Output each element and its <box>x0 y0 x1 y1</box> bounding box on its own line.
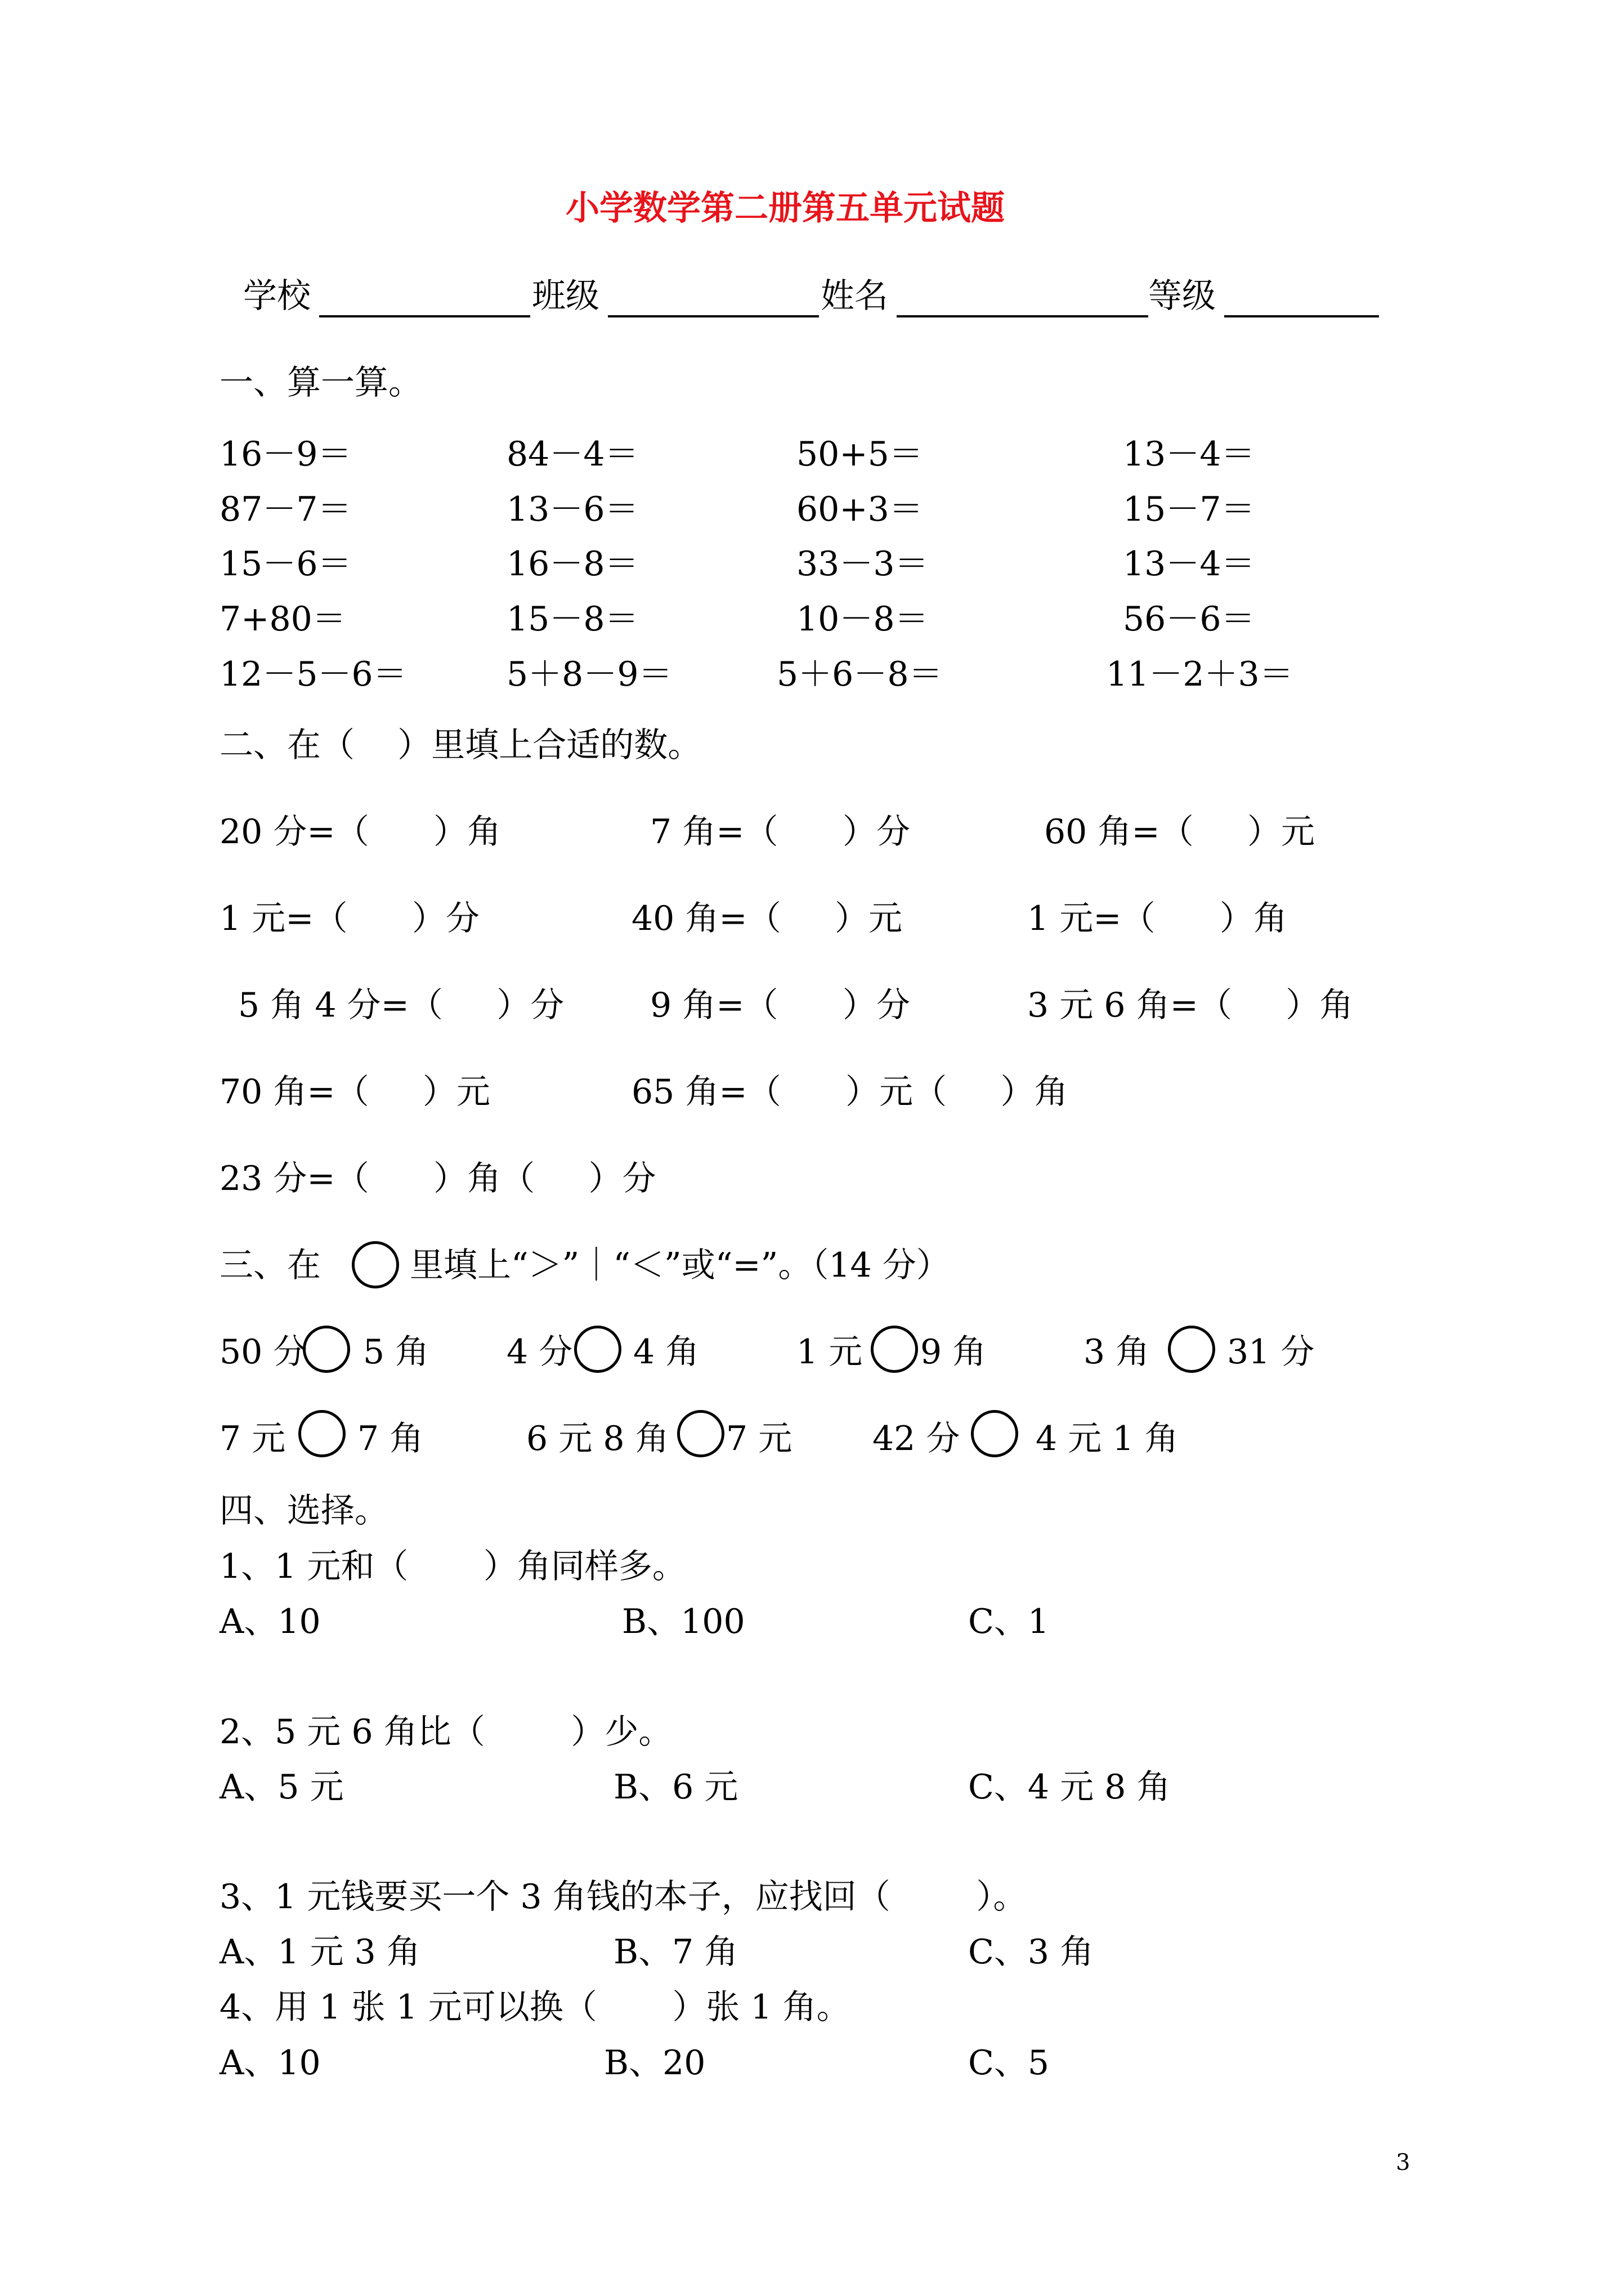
page-number: 3 <box>1396 2150 1410 2176</box>
class-label: 班级 <box>532 276 599 316</box>
fill-item: 65 角=（ ）元（ ）角 <box>632 1072 1068 1112</box>
option-c[interactable]: C、4 元 8 角 <box>968 1767 1171 1807</box>
fill-item: 60 角=（ ）元 <box>1044 812 1315 852</box>
calc-item: 12－5－6＝ <box>220 655 407 694</box>
calc-item: 15－8＝ <box>507 599 639 639</box>
calc-item: 10－8＝ <box>796 599 929 639</box>
calc-item: 15－6＝ <box>220 544 352 584</box>
calc-item: 5＋8－9＝ <box>507 655 673 694</box>
calc-item: 60+3＝ <box>796 490 923 529</box>
compare-left: 1 元 <box>796 1332 863 1372</box>
fill-item: 20 分=（ ）角 <box>220 812 501 852</box>
compare-circle[interactable] <box>574 1326 621 1373</box>
compare-left: 7 元 <box>220 1419 286 1458</box>
calc-item: 87－7＝ <box>220 490 352 529</box>
compare-left: 50 分 <box>220 1332 307 1372</box>
calc-item: 16－8＝ <box>507 544 639 584</box>
compare-circle-icon <box>352 1241 399 1288</box>
option-c[interactable]: C、5 <box>968 2043 1050 2083</box>
option-a[interactable]: A、1 元 3 角 <box>220 1932 420 1972</box>
fill-item: 1 元=（ ）分 <box>220 899 480 938</box>
option-c[interactable]: C、1 <box>968 1602 1050 1641</box>
page-title: 小学数学第二册第五单元试题 <box>566 189 1005 228</box>
compare-right: 4 元 1 角 <box>1036 1419 1179 1458</box>
calc-item: 5＋6－8＝ <box>777 655 943 694</box>
question: 2、5 元 6 角比（ ）少。 <box>220 1712 673 1752</box>
option-a[interactable]: A、10 <box>220 2043 321 2083</box>
calc-item: 13－4＝ <box>1123 435 1255 474</box>
fill-item: 23 分=（ ）角（ ）分 <box>220 1159 656 1198</box>
option-c[interactable]: C、3 角 <box>968 1932 1094 1972</box>
compare-right: 4 角 <box>633 1332 700 1372</box>
calc-item: 13－6＝ <box>507 490 639 529</box>
name-label: 姓名 <box>821 276 888 316</box>
compare-right: 5 角 <box>363 1332 429 1372</box>
fill-item: 5 角 4 分=（ ）分 <box>238 986 565 1025</box>
question: 3、1 元钱要买一个 3 角钱的本子，应找回（ ）。 <box>220 1877 1027 1917</box>
name-blank[interactable] <box>897 315 1148 317</box>
fill-item: 40 角=（ ）元 <box>632 899 903 938</box>
calc-item: 84－4＝ <box>507 435 639 474</box>
calc-item: 33－3＝ <box>796 544 929 584</box>
compare-left: 3 角 <box>1083 1332 1150 1372</box>
option-b[interactable]: B、100 <box>622 1602 745 1641</box>
compare-right: 31 分 <box>1227 1332 1315 1372</box>
compare-circle[interactable] <box>298 1410 346 1457</box>
option-b[interactable]: B、6 元 <box>614 1767 738 1807</box>
grade-blank[interactable] <box>1224 315 1379 317</box>
compare-left: 6 元 8 角 <box>526 1419 669 1458</box>
section-3-heading-start: 三、在 <box>220 1246 321 1285</box>
section-2-heading: 二、在（ ）里填上合适的数。 <box>220 726 702 765</box>
compare-circle[interactable] <box>971 1410 1018 1457</box>
calc-item: 7+80＝ <box>220 599 346 639</box>
fill-item: 7 角=（ ）分 <box>650 812 910 852</box>
compare-circle[interactable] <box>1168 1326 1215 1373</box>
fill-item: 9 角=（ ）分 <box>650 986 910 1025</box>
option-b[interactable]: B、7 角 <box>614 1932 738 1972</box>
compare-circle[interactable] <box>303 1326 350 1373</box>
calc-item: 13－4＝ <box>1123 544 1255 584</box>
question: 1、1 元和（ ）角同样多。 <box>220 1547 686 1586</box>
compare-left: 4 分 <box>507 1332 573 1372</box>
compare-circle[interactable] <box>677 1410 724 1457</box>
school-blank[interactable] <box>319 315 530 317</box>
section-4-heading: 四、选择。 <box>220 1491 388 1530</box>
compare-circle[interactable] <box>871 1326 918 1373</box>
calc-item: 16－9＝ <box>220 435 352 474</box>
question: 4、用 1 张 1 元可以换（ ）张 1 角。 <box>220 1988 850 2027</box>
calc-item: 56－6＝ <box>1123 599 1255 639</box>
option-a[interactable]: A、5 元 <box>220 1767 344 1807</box>
calc-item: 50+5＝ <box>796 435 923 474</box>
fill-item: 3 元 6 角=（ ）角 <box>1027 986 1354 1025</box>
school-label: 学校 <box>243 276 311 316</box>
grade-label: 等级 <box>1148 276 1216 316</box>
compare-right: 9 角 <box>920 1332 987 1372</box>
section-3-heading-end: 里填上“＞”｜“＜”或“=”。（14 分） <box>410 1246 950 1285</box>
compare-right: 7 角 <box>357 1419 424 1458</box>
calc-item: 11－2＋3＝ <box>1106 655 1293 694</box>
fill-item: 70 角=（ ）元 <box>220 1072 491 1112</box>
class-blank[interactable] <box>608 315 819 317</box>
section-1-heading: 一、算一算。 <box>220 363 422 402</box>
option-a[interactable]: A、10 <box>220 1602 321 1641</box>
option-b[interactable]: B、20 <box>604 2043 706 2083</box>
compare-left: 42 分 <box>872 1419 960 1458</box>
fill-item: 1 元=（ ）角 <box>1027 899 1287 938</box>
calc-item: 15－7＝ <box>1123 490 1255 529</box>
compare-right: 7 元 <box>726 1419 792 1458</box>
